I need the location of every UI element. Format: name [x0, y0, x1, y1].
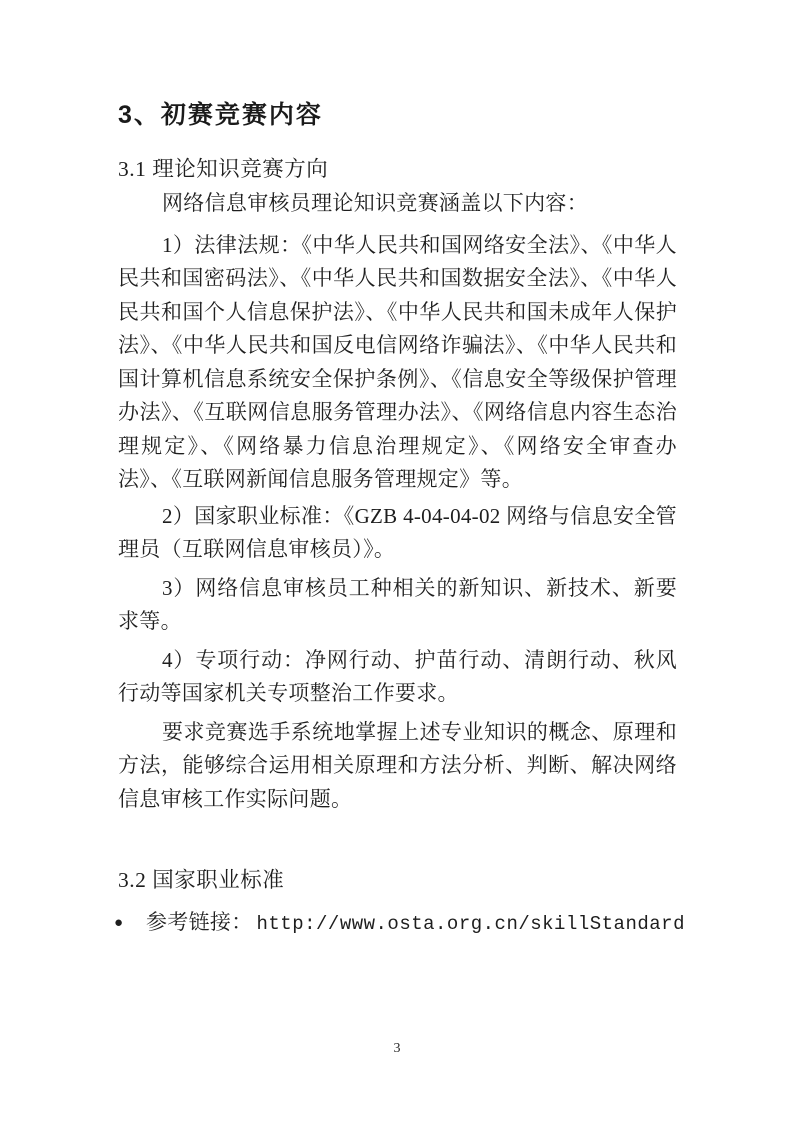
paragraph-laws-regulations: 1）法律法规：《中华人民共和国网络安全法》、《中华人民共和国密码法》、《中华人民共和国数据安全法》、《中华人民共和国个人信息保护法》、《中华人民共和国未成年人保护法》、《中华人民共和国反电信网络诈骗法》、《中华人民共和国计算机信息系统安全保护条例》、《信息安全等级保护管理办法》、《互联网信息服务管理办法》、《网络信息内容生态治理规定》、《网络暴力信息治理规定》、《网络安全审查办法》、《互联网新闻信息服务管理规定》等。: [118, 232, 677, 491]
section-3-1-title: 3.1 理论知识竞赛方向: [118, 157, 329, 181]
section-3-2-title: 3.2 国家职业标准: [118, 868, 285, 892]
document-content: [114, 100, 685, 939]
page-title: 3、初赛竞赛内容: [118, 101, 323, 129]
paragraph-national-standard: 2）国家职业标准：《GZB 4-04-04-02 网络与信息安全管理员（互联网信息审核员）》。: [118, 503, 677, 561]
page-number: 3: [393, 1041, 401, 1056]
paragraph-special-actions: 4）专项行动：净网行动、护苗行动、清朗行动、秋风行动等国家机关专项整治工作要求。: [118, 647, 677, 705]
reference-link-url[interactable]: http://www.osta.org.cn/skillStandard: [256, 913, 685, 935]
bullet-icon: ●: [114, 915, 124, 931]
paragraph-new-knowledge: 3）网络信息审核员工种相关的新知识、新技术、新要求等。: [118, 575, 677, 633]
reference-link-item: [114, 907, 685, 939]
paragraph-requirements: 要求竞赛选手系统地掌握上述专业知识的概念、原理和方法，能够综合运用相关原理和方法分析、判断、解决网络信息审核工作实际问题。: [118, 719, 677, 811]
reference-link-label: 参考链接：: [146, 910, 253, 934]
paragraph-intro: 网络信息审核员理论知识竞赛涵盖以下内容：: [162, 191, 588, 215]
